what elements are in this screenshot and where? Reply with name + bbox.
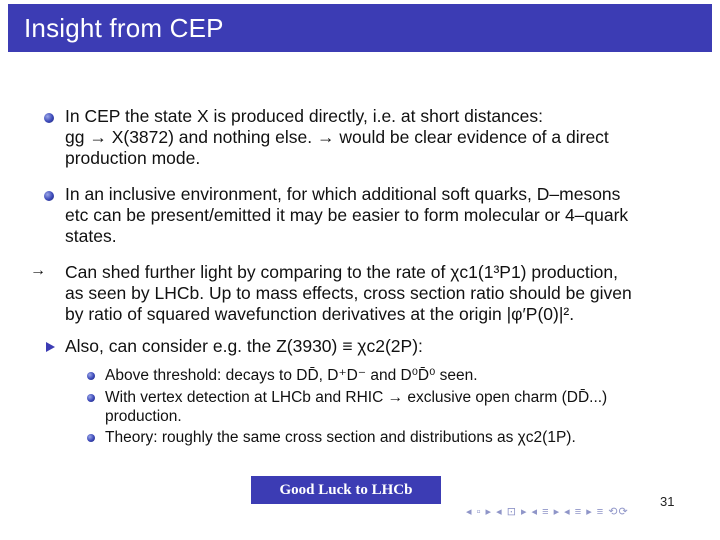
navigation-controls[interactable]: ◂ ▫ ▸ ◂ ⊡ ▸ ◂ ≡ ▸ ◂ ≡ ▸ ≡ ⟲⟳ bbox=[466, 506, 629, 518]
bullet-line: production mode. bbox=[65, 148, 201, 168]
bullet-line: etc can be present/emitted it may be easier to form molecular or 4–quark bbox=[65, 205, 629, 225]
bullet-ball-icon bbox=[44, 113, 54, 123]
bullet-line: In an inclusive environment, for which additional soft quarks, D–mesons bbox=[65, 184, 621, 204]
page-number: 31 bbox=[660, 494, 675, 509]
bullet-line: In CEP the state X is produced directly, i.e. at short distances: bbox=[65, 106, 543, 126]
bullet-ball-icon bbox=[44, 191, 54, 201]
sub-bullet-line: production. bbox=[105, 408, 182, 425]
bullet-line: Also, can consider e.g. the Z(3930) ≡ χc2(2P): bbox=[65, 336, 423, 356]
sub-bullet-line: With vertex detection at LHCb and RHIC → exclusive open charm (DD̄...) bbox=[105, 389, 608, 406]
title-bar bbox=[8, 4, 712, 52]
sub-bullet-ball-icon bbox=[87, 372, 95, 380]
bullet-item bbox=[65, 262, 705, 325]
bullet-item bbox=[65, 184, 705, 247]
sub-bullet-ball-icon bbox=[87, 434, 95, 442]
bullet-item bbox=[65, 336, 705, 357]
bullet-line: by ratio of squared wavefunction derivatives at the origin |φ′P(0)|². bbox=[65, 304, 575, 324]
bullet-line: states. bbox=[65, 226, 117, 246]
sub-bullet-item bbox=[105, 428, 705, 447]
sub-bullet-line: Above threshold: decays to DD̄, D⁺D⁻ and D⁰D̄⁰ seen. bbox=[105, 367, 478, 384]
arrow-right-icon: → bbox=[30, 262, 46, 279]
slide-title: Insight from CEP bbox=[24, 13, 224, 43]
bullet-line: gg → X(3872) and nothing else. → would be clear evidence of a direct bbox=[65, 127, 609, 147]
sub-bullet-ball-icon bbox=[87, 394, 95, 402]
bullet-line: as seen by LHCb. Up to mass effects, cross section ratio should be given bbox=[65, 283, 632, 303]
bullet-line: Can shed further light by comparing to the rate of χc1(1³P1) production, bbox=[65, 262, 618, 282]
sub-bullet-line: Theory: roughly the same cross section and distributions as χc2(1P). bbox=[105, 429, 576, 446]
bullet-item bbox=[65, 106, 705, 169]
footer-label: Good Luck to LHCb bbox=[251, 476, 441, 504]
triangle-bullet-icon bbox=[46, 342, 55, 352]
sub-bullet-item bbox=[105, 366, 705, 385]
sub-bullet-item bbox=[105, 388, 705, 426]
